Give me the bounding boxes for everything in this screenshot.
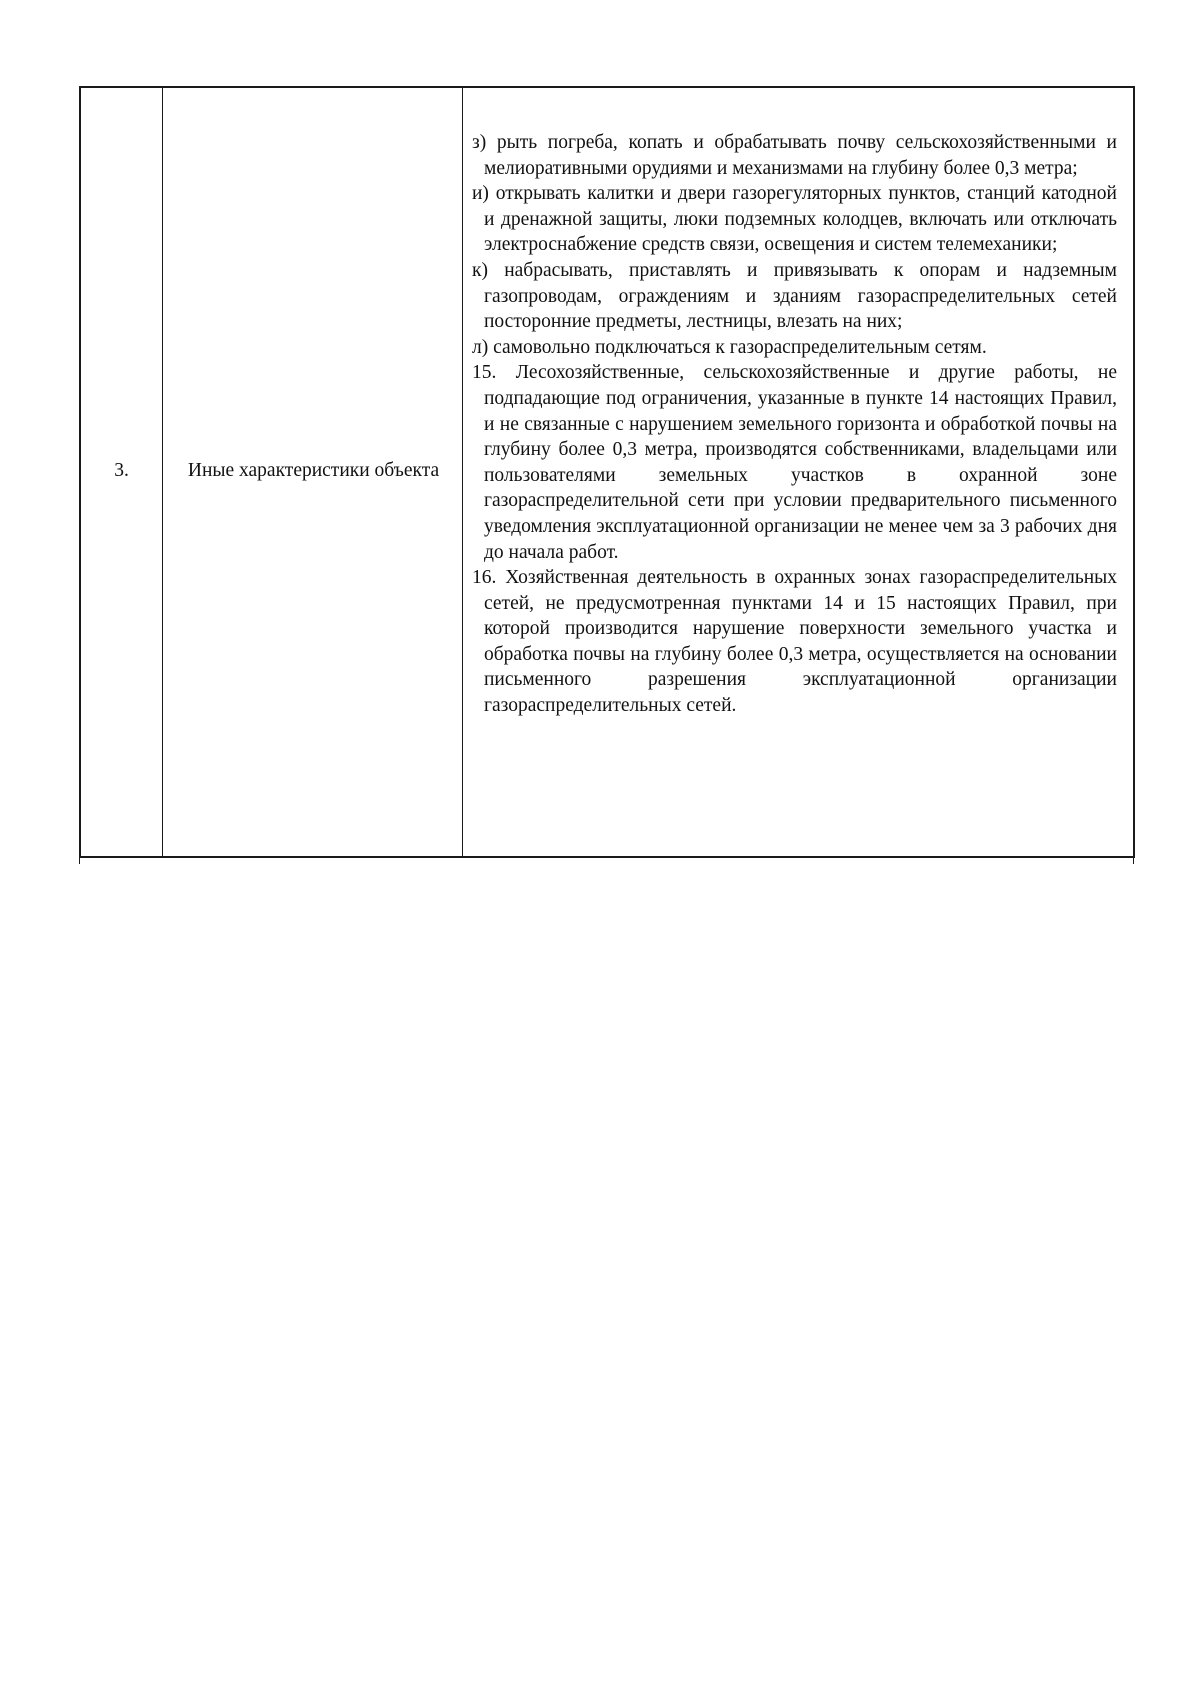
- paragraph-16: 16. Хозяйственная деятельность в охранных зонах газораспределительных сетей, не предусмотренная пунктами 14 и 15 настоящих Правил, при которой производится нарушение поверхности земельного участка и обработка почвы на глубину более 0,3 метра, осуществляется на основании письменного разрешения эксплуатационной организации газораспределительных сетей.: [472, 567, 1117, 717]
- paragraph-15: 15. Лесохозяйственные, сельскохозяйственные и другие работы, не подпадающие под ограничения, указанные в пункте 14 настоящих Правил, и не связанные с нарушением земельного горизонта и обработкой почвы на глубину более 0,3 метра, производятся собственниками, владельцами или пользователями земельных участков в охранной зоне газораспределительной сети при условии предварительного письменного уведомления эксплуатационной организации не менее чем за 3 рабочих дня до начала работ.: [472, 362, 1117, 563]
- row-number-cell: 3.: [114, 460, 129, 481]
- paragraph-k: к) набрасывать, приставлять и привязывать к опорам и надземным газопроводам, ограждениям и зданиям газораспределительных сетей посторонние предметы, лестницы, влезать на них;: [472, 259, 1117, 333]
- column-divider-2: [462, 88, 463, 856]
- row-content-cell: [472, 130, 1117, 719]
- column-divider-1: [162, 88, 163, 856]
- characteristics-table: [79, 86, 1135, 858]
- paragraph-z: з) рыть погреба, копать и обрабатывать почву сельскохозяйственными и мелиоративными орудиями и механизмами на глубину более 0,3 метра;: [472, 132, 1117, 179]
- row-name-cell: Иные характеристики объекта: [187, 460, 440, 481]
- table-continuation-tick-right: [1133, 856, 1134, 864]
- table-continuation-tick-left: [79, 856, 80, 864]
- paragraph-l: л) самовольно подключаться к газораспределительным сетям.: [472, 336, 987, 358]
- paragraph-i: и) открывать калитки и двери газорегуляторных пунктов, станций катодной и дренажной защиты, люки подземных колодцев, включать или отключать электроснабжение средств связи, освещения и систем телемеханики;: [472, 183, 1117, 256]
